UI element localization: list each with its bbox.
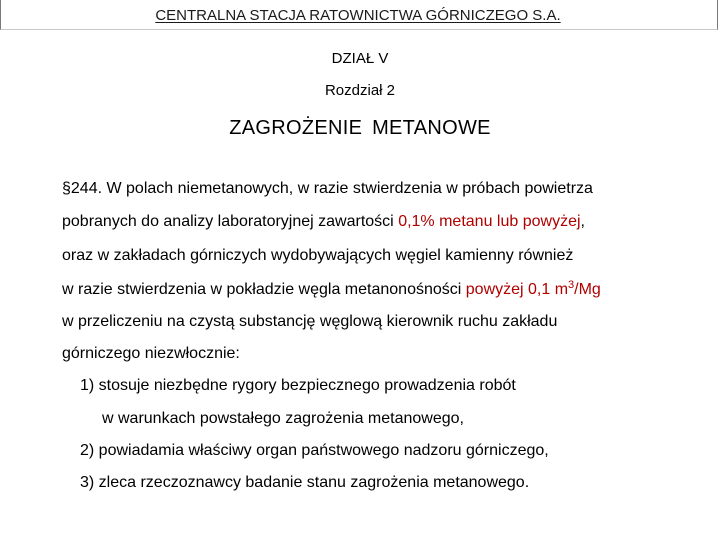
paragraph-line-5: w przeliczeniu na czystą substancję węglową kierownik ruchu zakładu bbox=[62, 313, 558, 330]
paragraph-line-1: §244. W polach niemetanowych, w razie stwierdzenia w próbach powietrza bbox=[62, 180, 593, 197]
list-item-1: 1) stosuje niezbędne rygory bezpiecznego prowadzenia robót bbox=[80, 377, 516, 394]
section-title: ZAGROŻENIE METANOWE bbox=[229, 117, 491, 139]
list-item-1-continuation: w warunkach powstałego zagrożenia metanowego, bbox=[102, 410, 464, 427]
highlighted-threshold bbox=[466, 281, 601, 298]
division-label: DZIAŁ V bbox=[331, 50, 389, 67]
list-item-2: 2) powiadamia właściwy organ państwowego nadzoru górniczego, bbox=[80, 442, 549, 459]
superscript: 3 bbox=[568, 279, 575, 291]
header-title: CENTRALNA STACJA RATOWNICTWA GÓRNICZEGO S.A. bbox=[155, 7, 561, 24]
paragraph-line-6: górniczego niezwłocznie: bbox=[62, 345, 240, 362]
highlighted-threshold: 0,1% metanu lub powyżej bbox=[398, 213, 581, 230]
list-item-3: 3) zleca rzeczoznawcy badanie stanu zagrożenia metanowego. bbox=[80, 474, 530, 491]
paragraph-text: w razie stwierdzenia w pokładzie węgla metanonośności bbox=[62, 281, 466, 298]
threshold-unit: /Mg bbox=[574, 281, 601, 298]
chapter-label: Rozdział 2 bbox=[324, 82, 396, 99]
paragraph-text: , bbox=[580, 213, 585, 230]
paragraph-line-3: oraz w zakładach górniczych wydobywających węgiel kamienny również bbox=[62, 247, 574, 264]
paragraph-line-4 bbox=[62, 281, 601, 299]
paragraph-text: pobranych do analizy laboratoryjnej zawartości bbox=[62, 213, 399, 230]
threshold-value: powyżej 0,1 m bbox=[465, 281, 569, 298]
paragraph-line-2 bbox=[62, 213, 585, 231]
header-bar bbox=[0, 0, 718, 30]
